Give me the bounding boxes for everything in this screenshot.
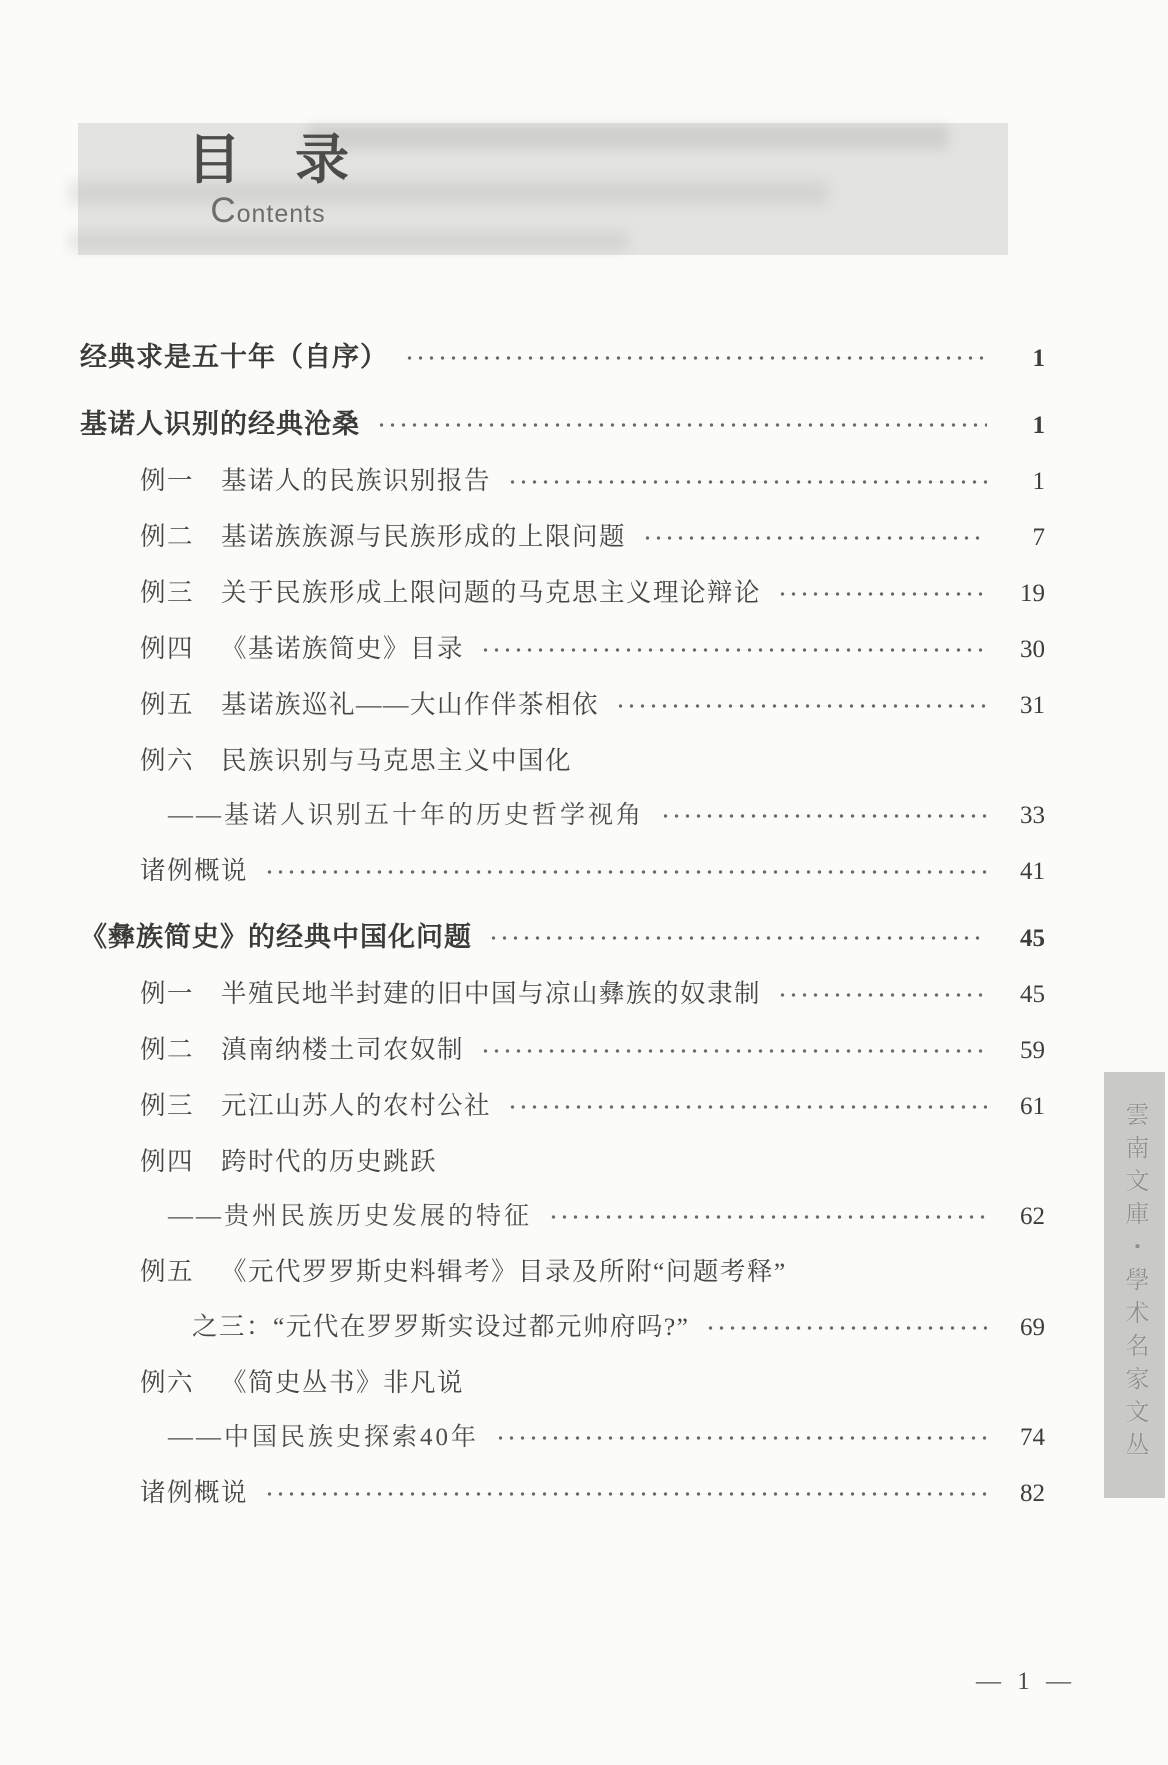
series-sidebar — [1104, 1072, 1165, 1498]
toc-entry-label: 例三 — [140, 578, 195, 607]
toc-entry-title: 《彝族简史》的经典中国化问题 — [80, 922, 472, 952]
toc-entry-label: 例二 — [140, 522, 195, 551]
toc-entry-label: 例六 — [140, 746, 195, 775]
dot-leader — [705, 1324, 987, 1332]
dot-leader — [642, 534, 987, 542]
toc-entry-label: 例四 — [140, 1147, 195, 1176]
page-number-footer: — 1 — — [976, 1668, 1076, 1695]
toc-entry — [80, 690, 1045, 721]
toc-entry-title: 关于民族形成上限问题的马克思主义理论辩论 — [221, 578, 762, 607]
toc-entry — [80, 409, 1045, 441]
contents-title-group — [138, 129, 398, 231]
toc-entry-title: 诸例概说 — [140, 1478, 249, 1507]
toc-entry-title: 经典求是五十年（自序） — [80, 342, 388, 372]
toc-entry-label: 例五 — [140, 690, 195, 719]
dot-leader — [507, 478, 987, 486]
toc-entry-title: 基诺族族源与民族形成的上限问题 — [221, 522, 627, 551]
dot-leader — [507, 1103, 987, 1111]
toc-entry-title: 元江山苏人的农村公社 — [221, 1091, 492, 1120]
dot-leader — [376, 421, 987, 429]
toc-entry-title: ——贵州民族历史发展的特征 — [168, 1203, 533, 1230]
toc-entry-label: 例六 — [140, 1368, 195, 1397]
toc-entry-title: 跨时代的历史跳跃 — [221, 1147, 438, 1176]
toc-entry-label: 例三 — [140, 1091, 195, 1120]
dot-leader — [615, 702, 987, 710]
toc-entry — [80, 1257, 1045, 1287]
dot-leader — [495, 1434, 987, 1442]
toc-entry-page: 74 — [1020, 1424, 1045, 1451]
toc-entry-title: 滇南纳楼土司农奴制 — [221, 1035, 465, 1064]
dot-leader — [777, 991, 987, 999]
dot-leader — [264, 1490, 987, 1498]
dot-leader — [548, 1213, 987, 1221]
toc-entry-title: 诸例概说 — [140, 856, 249, 885]
toc-entry — [80, 342, 1045, 374]
toc-entry-page: 61 — [1020, 1093, 1045, 1120]
toc-entry — [80, 1312, 1045, 1343]
toc-entry-label: 例二 — [140, 1035, 195, 1064]
toc-entry-page: 45 — [1020, 925, 1045, 952]
toc-entry — [80, 1368, 1045, 1398]
dot-leader — [777, 590, 987, 598]
toc-entry-title: 基诺族巡礼——大山作伴茶相依 — [221, 690, 600, 719]
scan-bleed-artifact — [308, 125, 948, 149]
series-title-vertical: 雲南文庫・學术名家文丛 — [1121, 1102, 1147, 1465]
toc-entry-page: 82 — [1020, 1480, 1045, 1507]
toc-entry — [80, 856, 1045, 887]
table-of-contents — [80, 342, 1045, 1534]
toc-entry-label: 例四 — [140, 634, 195, 663]
toc-entry — [80, 1423, 1045, 1453]
toc-entry — [80, 801, 1045, 831]
toc-entry-page: 7 — [1032, 524, 1045, 551]
toc-entry — [80, 578, 1045, 609]
toc-entry-page: 59 — [1020, 1037, 1045, 1064]
contents-header-banner — [78, 123, 1008, 255]
toc-entry-label: 例一 — [140, 466, 195, 495]
toc-entry-page: 1 — [1032, 412, 1045, 439]
toc-entry-page: 33 — [1020, 802, 1045, 829]
toc-entry-label: 例一 — [140, 979, 195, 1008]
dot-leader — [480, 646, 987, 654]
toc-entry-page: 19 — [1020, 580, 1045, 607]
toc-entry-title: 基诺人的民族识别报告 — [221, 466, 492, 495]
toc-entry-title: ——中国民族史探索40年 — [168, 1424, 480, 1451]
toc-entry — [80, 1478, 1045, 1509]
toc-entry-page: 31 — [1020, 692, 1045, 719]
toc-entry-page: 41 — [1020, 858, 1045, 885]
toc-entry — [80, 922, 1045, 954]
toc-entry-title: 之三：“元代在罗罗斯实设过都元帅府吗?” — [192, 1312, 690, 1341]
toc-entry — [80, 1091, 1045, 1122]
toc-entry-page: 62 — [1020, 1203, 1045, 1230]
toc-entry — [80, 466, 1045, 497]
toc-entry — [80, 979, 1045, 1010]
toc-entry — [80, 746, 1045, 776]
toc-entry-title: 基诺人识别的经典沧桑 — [80, 409, 360, 439]
toc-entry — [80, 522, 1045, 553]
dot-leader — [480, 1047, 987, 1055]
toc-entry-label: 例五 — [140, 1257, 195, 1286]
toc-entry-title: 半殖民地半封建的旧中国与凉山彝族的奴隶制 — [221, 979, 762, 1008]
toc-entry-title: 《基诺族简史》目录 — [221, 634, 465, 663]
dot-leader — [660, 812, 987, 820]
scan-bleed-artifact — [68, 231, 628, 251]
toc-entry-page: 1 — [1032, 345, 1045, 372]
contents-title-chinese: 目 录 — [187, 130, 349, 190]
toc-entry — [80, 1035, 1045, 1066]
toc-entry-title: ——基诺人识别五十年的历史哲学视角 — [168, 802, 645, 829]
toc-entry-page: 45 — [1020, 981, 1045, 1008]
contents-title-english: Contents — [210, 191, 326, 231]
toc-entry — [80, 1147, 1045, 1177]
toc-entry — [80, 634, 1045, 665]
toc-entry-page: 30 — [1020, 636, 1045, 663]
toc-entry-page: 69 — [1020, 1314, 1045, 1341]
toc-entry-title: 民族识别与马克思主义中国化 — [221, 746, 573, 775]
dot-leader — [264, 868, 987, 876]
dot-leader — [404, 354, 987, 362]
dot-leader — [488, 934, 987, 942]
toc-entry-title: 《元代罗罗斯史料辑考》目录及所附“问题考释” — [221, 1257, 787, 1286]
toc-entry — [80, 1202, 1045, 1232]
toc-entry-page: 1 — [1032, 468, 1045, 495]
toc-entry-title: 《简史丛书》非凡说 — [221, 1368, 465, 1397]
